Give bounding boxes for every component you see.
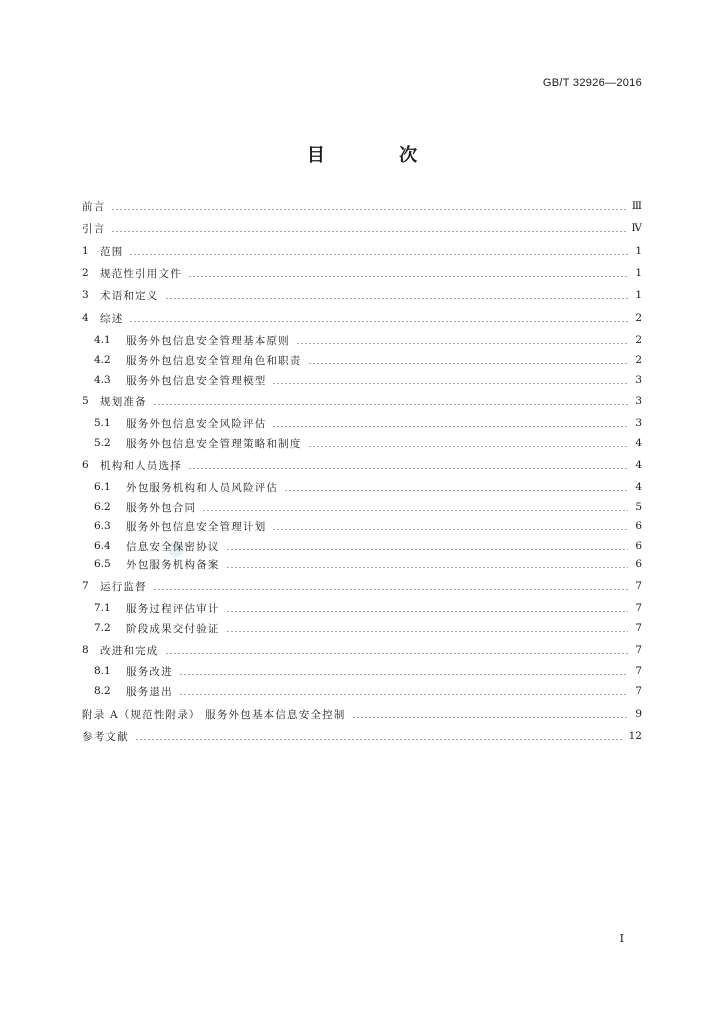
toc-entry-number: 7 bbox=[82, 580, 89, 592]
toc-entry-number: 7.1 bbox=[94, 602, 111, 614]
toc-entry-page: 5 bbox=[635, 501, 642, 513]
toc-entry-title: 信息安全保密协议 bbox=[126, 540, 220, 553]
toc-entry-title: 附录 A（规范性附录） 服务外包基本信息安全控制 bbox=[82, 708, 346, 721]
dot-leader bbox=[226, 611, 628, 612]
dot-leader bbox=[296, 343, 628, 344]
toc-entry[interactable] bbox=[82, 455, 642, 475]
toc-entry-title: 阶段成果交付验证 bbox=[126, 622, 220, 635]
toc-entry-title: 服务外包信息安全风险评估 bbox=[126, 417, 267, 430]
toc-entry[interactable] bbox=[82, 285, 642, 305]
toc-entry[interactable] bbox=[82, 330, 642, 350]
toc-entry-number: 6 bbox=[82, 459, 89, 471]
toc-entry[interactable] bbox=[82, 413, 642, 433]
toc-entry[interactable] bbox=[82, 536, 642, 556]
toc-entry-number: 6.3 bbox=[94, 520, 111, 532]
dot-leader bbox=[202, 510, 628, 511]
toc-entry-title: 服务外包合同 bbox=[126, 501, 197, 514]
toc-entry[interactable] bbox=[82, 640, 642, 660]
toc-entry-page: 3 bbox=[635, 417, 642, 429]
toc-entry-title: 外包服务机构和人员风险评估 bbox=[126, 481, 279, 494]
toc-entry-title: 规范性引用文件 bbox=[100, 267, 182, 280]
dot-leader bbox=[153, 589, 628, 590]
toc-entry-title: 前言 bbox=[82, 200, 106, 213]
toc-entry-title: 服务外包信息安全管理基本原则 bbox=[126, 334, 290, 347]
toc-entry-title: 运行监督 bbox=[100, 580, 147, 593]
toc-entry-page: 2 bbox=[635, 354, 642, 366]
toc-entry-number: 5.1 bbox=[94, 417, 111, 429]
dot-leader bbox=[179, 694, 628, 695]
dot-leader bbox=[272, 426, 628, 427]
toc-entry-title: 术语和定义 bbox=[100, 289, 159, 302]
toc-entry-number: 7.2 bbox=[94, 622, 111, 634]
toc-entry-number: 6.5 bbox=[94, 558, 111, 570]
dot-leader bbox=[226, 567, 628, 568]
dot-leader bbox=[272, 383, 628, 384]
dot-leader bbox=[135, 739, 623, 740]
toc-entry-page: 7 bbox=[635, 580, 642, 592]
toc-entry-page: 2 bbox=[635, 312, 642, 324]
toc-entry[interactable] bbox=[82, 516, 642, 536]
toc-entry-number: 8.2 bbox=[94, 685, 111, 697]
toc-entry-page: 9 bbox=[635, 708, 642, 720]
toc-entry-number: 4 bbox=[82, 312, 89, 324]
toc-entry-page: 12 bbox=[628, 730, 642, 742]
dot-leader bbox=[308, 363, 629, 364]
toc-entry-page: 7 bbox=[635, 665, 642, 677]
toc-entry-title: 规划准备 bbox=[100, 395, 147, 408]
toc-entry-title: 服务外包信息安全管理模型 bbox=[126, 374, 267, 387]
toc-entry-number: 5.2 bbox=[94, 437, 111, 449]
toc-entry[interactable] bbox=[82, 704, 642, 724]
toc-entry-page: 7 bbox=[635, 602, 642, 614]
toc-entry-page: 3 bbox=[635, 374, 642, 386]
toc-entry-page: 6 bbox=[635, 558, 642, 570]
toc-entry-number: 2 bbox=[82, 267, 89, 279]
toc-entry-title: 服务改进 bbox=[126, 665, 173, 678]
toc-entry-number: 5 bbox=[82, 395, 89, 407]
dot-leader bbox=[352, 717, 628, 718]
toc-entry-page: 1 bbox=[635, 267, 642, 279]
dot-leader bbox=[226, 549, 628, 550]
dot-leader bbox=[129, 254, 628, 255]
toc-entry[interactable] bbox=[82, 477, 642, 497]
dot-leader bbox=[129, 321, 628, 322]
toc-entry-number: 8 bbox=[82, 644, 89, 656]
dot-leader bbox=[308, 446, 629, 447]
toc-entry-title: 改进和完成 bbox=[100, 644, 159, 657]
dot-leader bbox=[284, 490, 628, 491]
dot-leader bbox=[111, 231, 625, 232]
toc-entry-title: 参考文献 bbox=[82, 730, 129, 743]
toc-entry-number: 6.4 bbox=[94, 540, 111, 552]
toc-entry-number: 3 bbox=[82, 289, 89, 301]
toc-entry-page: 6 bbox=[635, 520, 642, 532]
toc-entry[interactable] bbox=[82, 661, 642, 681]
toc-entry-number: 4.1 bbox=[94, 334, 111, 346]
toc-entry[interactable] bbox=[82, 726, 642, 746]
toc-entry-page: 7 bbox=[635, 685, 642, 697]
toc-entry-title: 服务过程评估审计 bbox=[126, 602, 220, 615]
toc-entry-page: Ⅳ bbox=[631, 222, 642, 234]
dot-leader bbox=[226, 631, 628, 632]
toc-entry-page: 4 bbox=[635, 459, 642, 471]
toc-entry[interactable] bbox=[82, 308, 642, 328]
toc-entry-title: 服务外包信息安全管理角色和职责 bbox=[126, 354, 302, 367]
standard-number-header: GB/T 32926—2016 bbox=[542, 77, 642, 89]
toc-entry[interactable] bbox=[82, 618, 642, 638]
toc-entry-page: 1 bbox=[635, 289, 642, 301]
dot-leader bbox=[188, 276, 628, 277]
toc-entry[interactable] bbox=[82, 241, 642, 261]
toc-entry-page: 7 bbox=[635, 644, 642, 656]
toc-entry[interactable] bbox=[82, 391, 642, 411]
dot-leader bbox=[272, 529, 628, 530]
dot-leader bbox=[179, 674, 628, 675]
toc-entry-title: 机构和人员选择 bbox=[100, 459, 182, 472]
toc-entry-page: 7 bbox=[635, 622, 642, 634]
dot-leader bbox=[153, 404, 628, 405]
toc-entry[interactable] bbox=[82, 681, 642, 701]
toc-entry-number: 4.3 bbox=[94, 374, 111, 386]
toc-entry-title: 综述 bbox=[100, 312, 124, 325]
toc-entry-title: 引言 bbox=[82, 222, 106, 235]
toc-entry[interactable] bbox=[82, 433, 642, 453]
toc-entry-page: 1 bbox=[635, 245, 642, 257]
toc-entry[interactable] bbox=[82, 196, 642, 216]
toc-entry-number: 1 bbox=[82, 245, 89, 257]
toc-entry-title: 服务外包信息安全管理计划 bbox=[126, 520, 267, 533]
toc-entry-title: 范围 bbox=[100, 245, 124, 258]
toc-entry[interactable] bbox=[82, 370, 642, 390]
toc-entry-title: 外包服务机构备案 bbox=[126, 558, 220, 571]
dot-leader bbox=[165, 653, 629, 654]
toc-entry-page: 4 bbox=[635, 437, 642, 449]
toc-entry-number: 6.2 bbox=[94, 501, 111, 513]
toc-entry[interactable] bbox=[82, 350, 642, 370]
page-title: 目 次 bbox=[306, 145, 452, 166]
toc-entry-number: 4.2 bbox=[94, 354, 111, 366]
page-number-footer: I bbox=[619, 932, 624, 945]
toc-entry-title: 服务退出 bbox=[126, 685, 173, 698]
toc-entry[interactable] bbox=[82, 554, 642, 574]
dot-leader bbox=[165, 298, 629, 299]
toc-entry-page: 3 bbox=[635, 395, 642, 407]
toc-entry-number: 6.1 bbox=[94, 481, 111, 493]
toc-entry-page: 2 bbox=[635, 334, 642, 346]
toc-entry-title: 服务外包信息安全管理策略和制度 bbox=[126, 437, 302, 450]
toc-entry-page: 4 bbox=[635, 481, 642, 493]
toc-entry-page: Ⅲ bbox=[631, 200, 642, 212]
toc-entry[interactable] bbox=[82, 576, 642, 596]
toc-entry[interactable] bbox=[82, 497, 642, 517]
toc-entry-number: 8.1 bbox=[94, 665, 111, 677]
toc-entry[interactable] bbox=[82, 598, 642, 618]
toc-entry[interactable] bbox=[82, 218, 642, 238]
toc-entry-page: 6 bbox=[635, 540, 642, 552]
dot-leader bbox=[111, 209, 625, 210]
toc-entry[interactable] bbox=[82, 263, 642, 283]
dot-leader bbox=[188, 468, 628, 469]
